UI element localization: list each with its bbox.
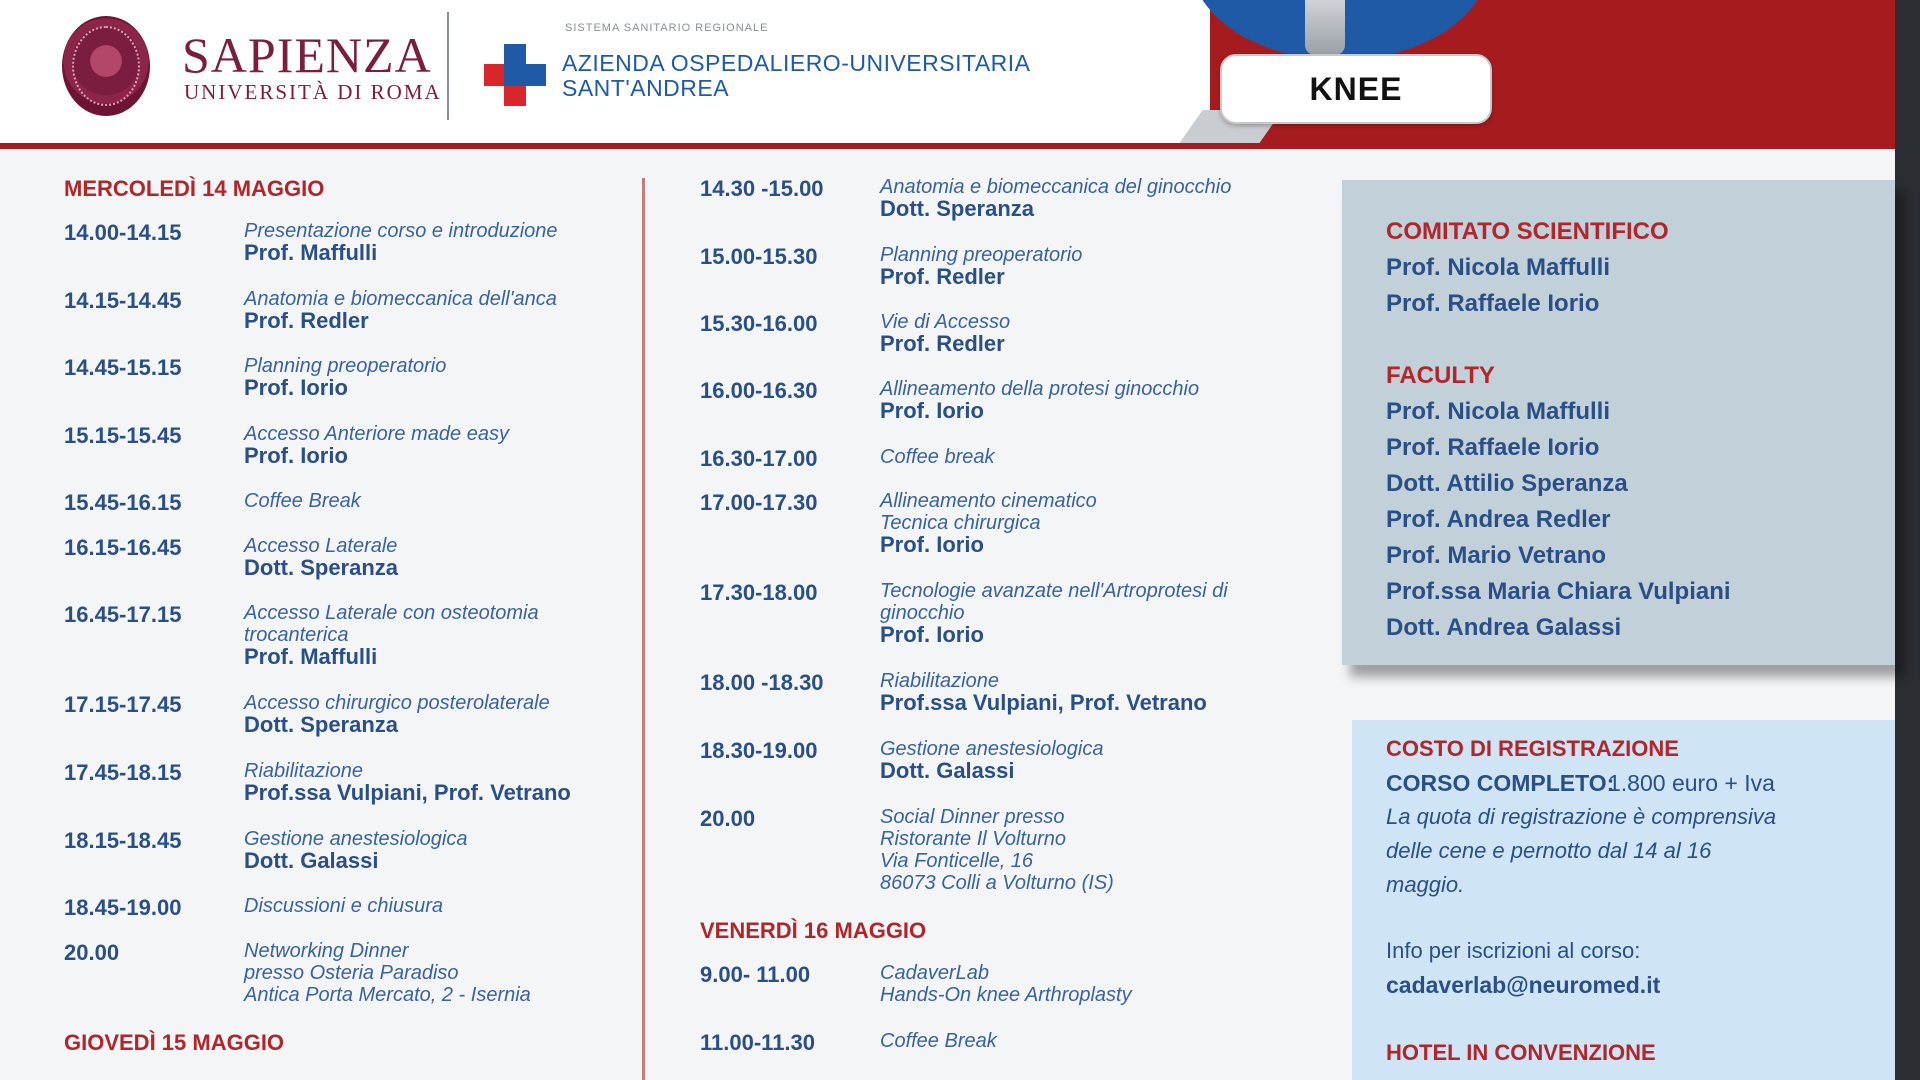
entry-time: 15.45-16.15 <box>64 490 182 515</box>
entry-body <box>880 490 1097 556</box>
entry-topic: 86073 Colli a Volturno (IS) <box>880 872 1114 894</box>
entry-speaker: Dott. Galassi <box>880 758 1015 783</box>
entry-body <box>244 423 509 467</box>
entry-topic: Hands-On knee Arthroplasty <box>880 984 1132 1006</box>
entry-topic: Allineamento della protesi ginocchio <box>880 378 1200 400</box>
day-title-friday: VENERDÌ 16 MAGGIO <box>700 918 927 943</box>
entry-speaker: Prof. Iorio <box>880 398 984 423</box>
knee-implant-image <box>1305 0 1345 55</box>
entry-topic: Ristorante Il Volturno <box>880 828 1067 850</box>
entry-body <box>880 244 1082 288</box>
entry-time: 18.15-18.45 <box>64 828 182 853</box>
entry-body <box>244 895 443 917</box>
entry-time: 17.30-18.00 <box>700 580 818 605</box>
entry-speaker: Prof. Iorio <box>244 375 348 400</box>
entry-body <box>880 806 1114 894</box>
entry-topic: Accesso Anteriore made easy <box>244 423 509 445</box>
entry-topic: Vie di Accesso <box>880 311 1011 333</box>
entry-body <box>244 490 361 512</box>
entry-time: 14.45-15.15 <box>64 355 182 380</box>
entry-topic: Riabilitazione <box>244 760 363 782</box>
window-edge <box>1895 0 1920 1080</box>
entry-topic: Presentazione corso e introduzione <box>244 220 558 242</box>
entry-body <box>880 670 1207 714</box>
committee-member: Prof. Nicola Maffulli <box>1386 254 1611 281</box>
registration-note-line: La quota di registrazione è comprensiva <box>1386 804 1777 829</box>
entry-time: 16.00-16.30 <box>700 378 818 403</box>
full-course-label: CORSO COMPLETO: <box>1386 770 1615 796</box>
faculty-member: Prof.ssa Maria Chiara Vulpiani <box>1386 578 1731 605</box>
entry-time: 18.30-19.00 <box>700 738 818 763</box>
entry-speaker: Prof. Redler <box>244 308 369 333</box>
entry-topic: Antica Porta Mercato, 2 - Isernia <box>244 984 531 1006</box>
entry-time: 20.00 <box>64 940 120 965</box>
entry-topic: Planning preoperatorio <box>880 244 1083 266</box>
entry-speaker: Prof.ssa Vulpiani, Prof. Vetrano <box>244 780 571 805</box>
entry-time: 20.00 <box>700 806 756 831</box>
faculty-member: Prof. Nicola Maffulli <box>1386 398 1611 425</box>
entry-speaker: Dott. Speranza <box>244 555 399 580</box>
entry-topic: Coffee Break <box>880 1030 997 1052</box>
entry-time: 15.15-15.45 <box>64 423 182 448</box>
entry-topic: Anatomia e biomeccanica del ginocchio <box>880 176 1232 198</box>
entry-topic: Accesso chirurgico posterolaterale <box>244 692 550 714</box>
entry-body <box>880 962 1132 1006</box>
entry-topic: Coffee Break <box>244 490 361 512</box>
entry-body <box>244 828 467 872</box>
entry-topic: Planning preoperatorio <box>244 355 447 377</box>
committee-heading: COMITATO SCIENTIFICO <box>1386 218 1669 245</box>
entry-time: 16.30-17.00 <box>700 446 818 471</box>
entry-time: 11.00-11.30 <box>700 1030 816 1055</box>
entry-time: 17.45-18.15 <box>64 760 182 785</box>
entry-topic: Allineamento cinematico <box>880 490 1097 512</box>
entry-speaker: Prof. Iorio <box>880 532 984 557</box>
entry-body <box>244 940 531 1006</box>
entry-time: 14.00-14.15 <box>64 220 182 245</box>
entry-topic: Gestione anestesiologica <box>880 738 1104 760</box>
entry-time: 16.15-16.45 <box>64 535 182 560</box>
entry-topic: Accesso Laterale con osteotomia <box>244 602 539 624</box>
entry-speaker: Dott. Speranza <box>244 712 399 737</box>
entry-time: 15.30-16.00 <box>700 311 818 336</box>
registration-info-label: Info per iscrizioni al corso: <box>1386 938 1641 963</box>
entry-topic: trocanterica <box>244 624 349 646</box>
entry-speaker: Dott. Speranza <box>880 196 1035 221</box>
sapienza-seal-logo <box>62 16 150 116</box>
entry-speaker: Prof. Redler <box>880 331 1005 356</box>
entry-topic: Tecnica chirurgica <box>880 512 1041 534</box>
entry-topic: Networking Dinner <box>244 940 409 962</box>
entry-speaker: Prof.ssa Vulpiani, Prof. Vetrano <box>880 690 1207 715</box>
entry-time: 14.15-14.45 <box>64 288 182 313</box>
entry-body <box>880 378 1199 422</box>
entry-topic: Coffee break <box>880 446 995 468</box>
entry-body <box>244 602 539 668</box>
entry-body <box>880 446 995 468</box>
faculty-member: Dott. Andrea Galassi <box>1386 614 1622 641</box>
faculty-member: Prof. Raffaele Iorio <box>1386 434 1600 461</box>
university-subtitle: UNIVERSITÀ DI ROMA <box>184 80 442 104</box>
entry-body <box>880 580 1228 646</box>
entry-body <box>244 692 550 736</box>
entry-time: 14.30 -15.00 <box>700 176 824 201</box>
faculty-member: Dott. Attilio Speranza <box>1386 470 1628 497</box>
entry-body <box>880 311 1010 355</box>
course-badge: KNEE <box>1220 54 1492 124</box>
entry-body <box>244 220 558 264</box>
faculty-heading: FACULTY <box>1386 362 1495 389</box>
entry-topic: Via Fonticelle, 16 <box>880 850 1034 872</box>
entry-time: 17.00-17.30 <box>700 490 818 515</box>
registration-email-link[interactable]: cadaverlab@neuromed.it <box>1386 972 1661 998</box>
entry-topic: ginocchio <box>880 602 965 624</box>
header-bottom-rule <box>0 143 1895 149</box>
registration-note-line: delle cene e pernotto dal 14 al 16 <box>1386 838 1712 863</box>
university-name: SAPIENZA <box>182 27 432 83</box>
entry-topic: presso Osteria Paradiso <box>244 962 459 984</box>
entry-body <box>244 288 557 332</box>
faculty-member: Prof. Andrea Redler <box>1386 506 1611 533</box>
entry-time: 9.00- 11.00 <box>700 962 811 987</box>
day-title-thursday: GIOVEDÌ 15 MAGGIO <box>64 1030 285 1055</box>
logo-divider <box>447 12 449 120</box>
entry-time: 18.00 -18.30 <box>700 670 824 695</box>
hospital-system-label: SISTEMA SANITARIO REGIONALE <box>565 22 769 34</box>
hotel-heading: HOTEL IN CONVENZIONE <box>1386 1040 1656 1065</box>
entry-speaker: Prof. Iorio <box>880 622 984 647</box>
full-course-price: 1.800 euro + Iva <box>1608 770 1775 796</box>
entry-topic: Anatomia e biomeccanica dell'anca <box>244 288 557 310</box>
entry-time: 18.45-19.00 <box>64 895 182 920</box>
entry-time: 15.00-15.30 <box>700 244 818 269</box>
entry-topic: CadaverLab <box>880 962 989 984</box>
faculty-member: Prof. Mario Vetrano <box>1386 542 1607 569</box>
entry-time: 16.45-17.15 <box>64 602 182 627</box>
registration-note-line: maggio. <box>1386 872 1465 897</box>
entry-topic: Riabilitazione <box>880 670 999 692</box>
entry-speaker: Prof. Iorio <box>244 443 348 468</box>
entry-topic: Social Dinner presso <box>880 806 1065 828</box>
registration-heading: COSTO DI REGISTRAZIONE <box>1386 736 1679 761</box>
medical-cross-icon <box>484 44 546 106</box>
entry-body <box>244 355 446 399</box>
entry-topic: Gestione anestesiologica <box>244 828 468 850</box>
entry-speaker: Prof. Maffulli <box>244 644 378 669</box>
entry-body <box>244 760 571 804</box>
hospital-name-line1: AZIENDA OSPEDALIERO-UNIVERSITARIA <box>562 50 1031 76</box>
registration-panel <box>1352 720 1895 1080</box>
entry-body <box>880 738 1103 782</box>
column-divider <box>642 178 645 1080</box>
entry-body <box>880 176 1231 220</box>
entry-speaker: Prof. Redler <box>880 264 1005 289</box>
entry-body <box>880 1030 997 1052</box>
entry-time: 17.15-17.45 <box>64 692 182 717</box>
entry-topic: Accesso Laterale <box>244 535 398 557</box>
entry-speaker: Prof. Maffulli <box>244 240 378 265</box>
entry-topic: Discussioni e chiusura <box>244 895 443 917</box>
committee-faculty-panel <box>1342 180 1895 665</box>
entry-topic: Tecnologie avanzate nell'Artroprotesi di <box>880 580 1228 602</box>
entry-speaker: Dott. Galassi <box>244 848 379 873</box>
committee-member: Prof. Raffaele Iorio <box>1386 290 1600 317</box>
header <box>0 0 1920 150</box>
entry-body <box>244 535 398 579</box>
hospital-name-line2: SANT'ANDREA <box>562 75 730 101</box>
day-title-wednesday: MERCOLEDÌ 14 MAGGIO <box>64 176 325 201</box>
